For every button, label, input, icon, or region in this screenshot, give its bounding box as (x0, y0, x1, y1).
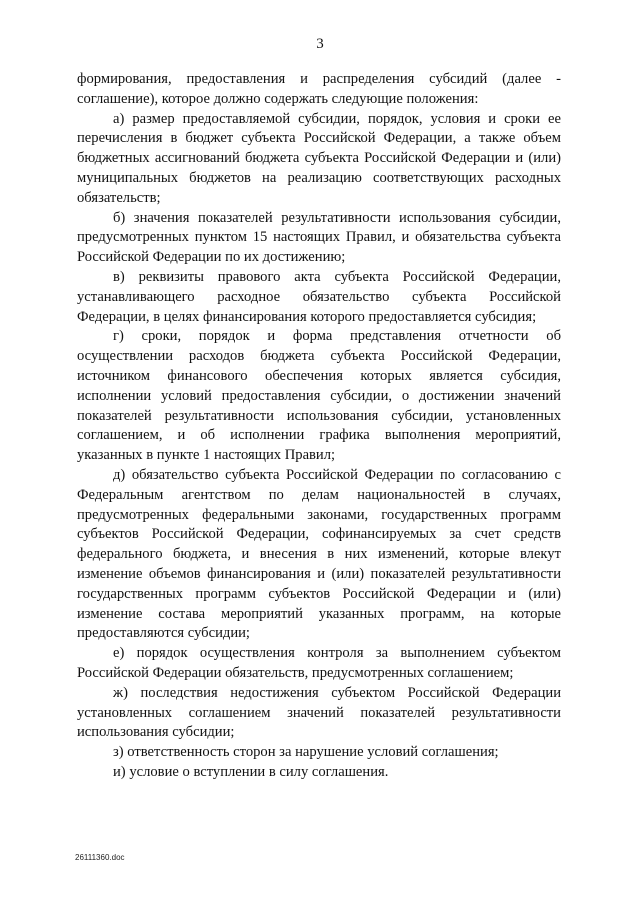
paragraph-item-g: г) сроки, порядок и форма представления отчетности об осуществлении расходов бюджета субъекта Российской Федерации, источником финансового обеспечения которых является субсидия, исполнении условий предоставления субсидии, о достижении значений показателей результативности использования субсидии, установленных соглашением, и об исполнении графика выполнения мероприятий, указанных в пункте 1 настоящих Правил; (77, 328, 561, 464)
paragraph-item-e: е) порядок осуществления контроля за выполнением субъектом Российской Федерации обязательств, предусмотренных соглашением; (77, 645, 561, 681)
paragraph-item-z: з) ответственность сторон за нарушение условий соглашения; (113, 744, 499, 761)
document-body (77, 70, 561, 783)
page-number: 3 (316, 36, 324, 52)
paragraph-item-i: и) условие о вступлении в силу соглашения. (113, 763, 389, 780)
paragraph-item-d: д) обязательство субъекта Российской Федерации по согласованию с Федеральным агентством по делам национальностей в случаях, предусмотренных федеральными законами, государственных программ субъектов Российской Федерации, софинансируемых за счет средств федерального бюджета, и внесения в них изменений, которые влекут изменение объемов финансирования и (или) показателей результативности государственных программ субъектов Российской Федерации и (или) изменение состава мероприятий указанных программ, на которые предоставляются субсидии; (77, 466, 561, 642)
paragraph-continuation: формирования, предоставления и распределения субсидий (далее - соглашение), которое должно содержать следующие положения: (77, 71, 561, 107)
paragraph-item-a: а) размер предоставляемой субсидии, порядок, условия и сроки ее перечисления в бюджет субъекта Российской Федерации, а также объем бюджетных ассигнований бюджета субъекта Российской Федерации и (или) муниципальных бюджетов на реализацию соответствующих расходных обязательств; (77, 110, 561, 206)
paragraph-item-b: б) значения показателей результативности использования субсидии, предусмотренных пунктом 15 настоящих Правил, и обязательства субъекта Российской Федерации по их достижению; (77, 209, 561, 266)
paragraph-item-v: в) реквизиты правового акта субъекта Российской Федерации, устанавливающего расходное обязательство субъекта Российской Федерации, в целях финансирования которого предоставляется субсидия; (77, 268, 561, 325)
footer-file-name: 26111360.doc (75, 853, 125, 862)
paragraph-item-zh: ж) последствия недостижения субъектом Российской Федерации установленных соглашением значений показателей результативности использования субсидии; (77, 684, 561, 741)
